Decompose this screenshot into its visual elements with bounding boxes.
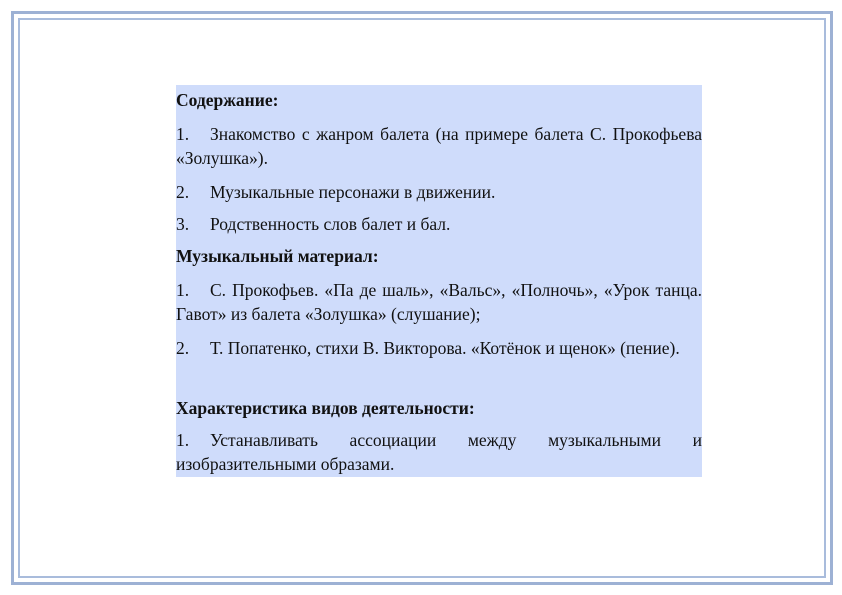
item-text: Родственность слов балет и бал. — [210, 214, 451, 234]
list-item — [176, 212, 702, 236]
item-text: Знакомство с жанром балета (на примере балета С. Прокофьева «Золушка»). — [176, 124, 702, 168]
item-number: 1. — [176, 124, 190, 144]
heading-activity-types: Характеристика видов деятельности: — [176, 398, 475, 418]
item-text: Т. Попатенко, стихи В. Викторова. «Котёнок и щенок» (пение). — [210, 338, 680, 358]
list-item — [176, 180, 702, 204]
item-number: 1. — [176, 280, 190, 300]
item-number: 3. — [176, 214, 190, 234]
item-text: Устанавливать ассоциации между музыкальными и изобразительными образами. — [176, 430, 702, 474]
item-text: С. Прокофьев. «Па де шаль», «Вальс», «Полночь», «Урок танца. Гавот» из балета «Золушка» (слушание); — [176, 280, 702, 324]
list-item — [176, 278, 702, 326]
item-number: 2. — [176, 182, 190, 202]
item-number: 2. — [176, 338, 190, 358]
list-item — [176, 336, 702, 360]
item-text: Музыкальные персонажи в движении. — [210, 182, 496, 202]
item-number: 1. — [176, 430, 190, 450]
heading-contents: Содержание: — [176, 90, 279, 110]
heading-musical-material: Музыкальный материал: — [176, 246, 379, 266]
list-item — [176, 428, 702, 476]
list-item — [176, 122, 702, 170]
